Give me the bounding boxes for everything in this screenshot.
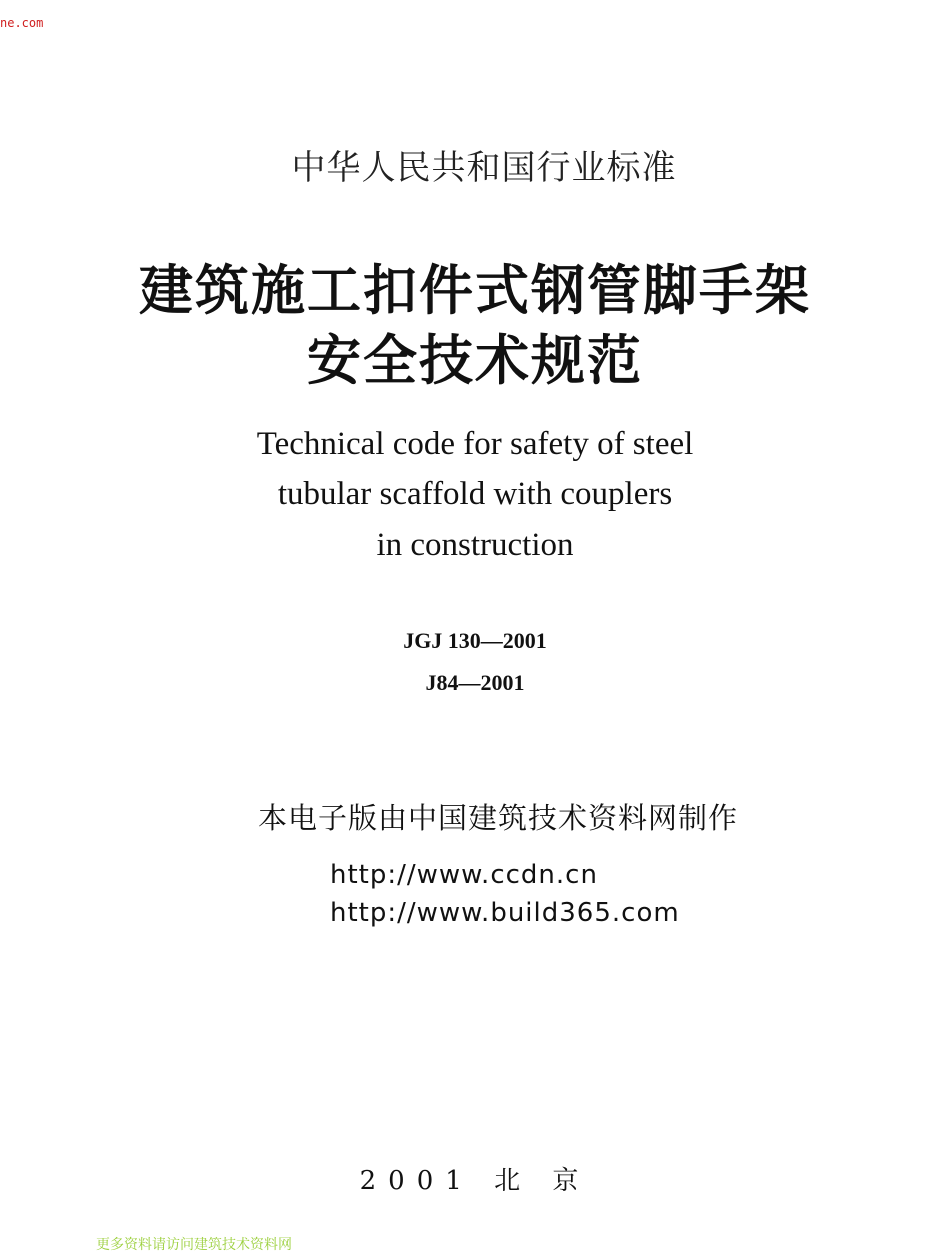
standard-code: JGJ 130—2001 bbox=[403, 628, 547, 653]
url-link-ccdn[interactable]: http://www.ccdn.cn bbox=[330, 860, 598, 890]
chinese-title-line-1: 建筑施工扣件式钢管脚手架 bbox=[139, 259, 811, 322]
english-title-line-2: tubular scaffold with couplers bbox=[277, 476, 673, 512]
english-title-line-1: Technical code for safety of steel bbox=[256, 426, 694, 462]
record-code: J84—2001 bbox=[425, 670, 525, 695]
url-link-build365[interactable]: http://www.build365.com bbox=[330, 898, 680, 928]
publication-year-place: 2001 北 京 bbox=[359, 1166, 591, 1196]
top-watermark: ne.com bbox=[0, 16, 44, 30]
chinese-title-line-2: 安全技术规范 bbox=[307, 329, 643, 392]
english-title-line-3: in construction bbox=[376, 527, 574, 563]
standard-category-label: 中华人民共和国行业标准 bbox=[291, 148, 677, 188]
producer-note: 本电子版由中国建筑技术资料网制作 bbox=[258, 801, 739, 835]
bottom-watermark: 更多资料请访问建筑技术资料网 bbox=[96, 1237, 292, 1253]
